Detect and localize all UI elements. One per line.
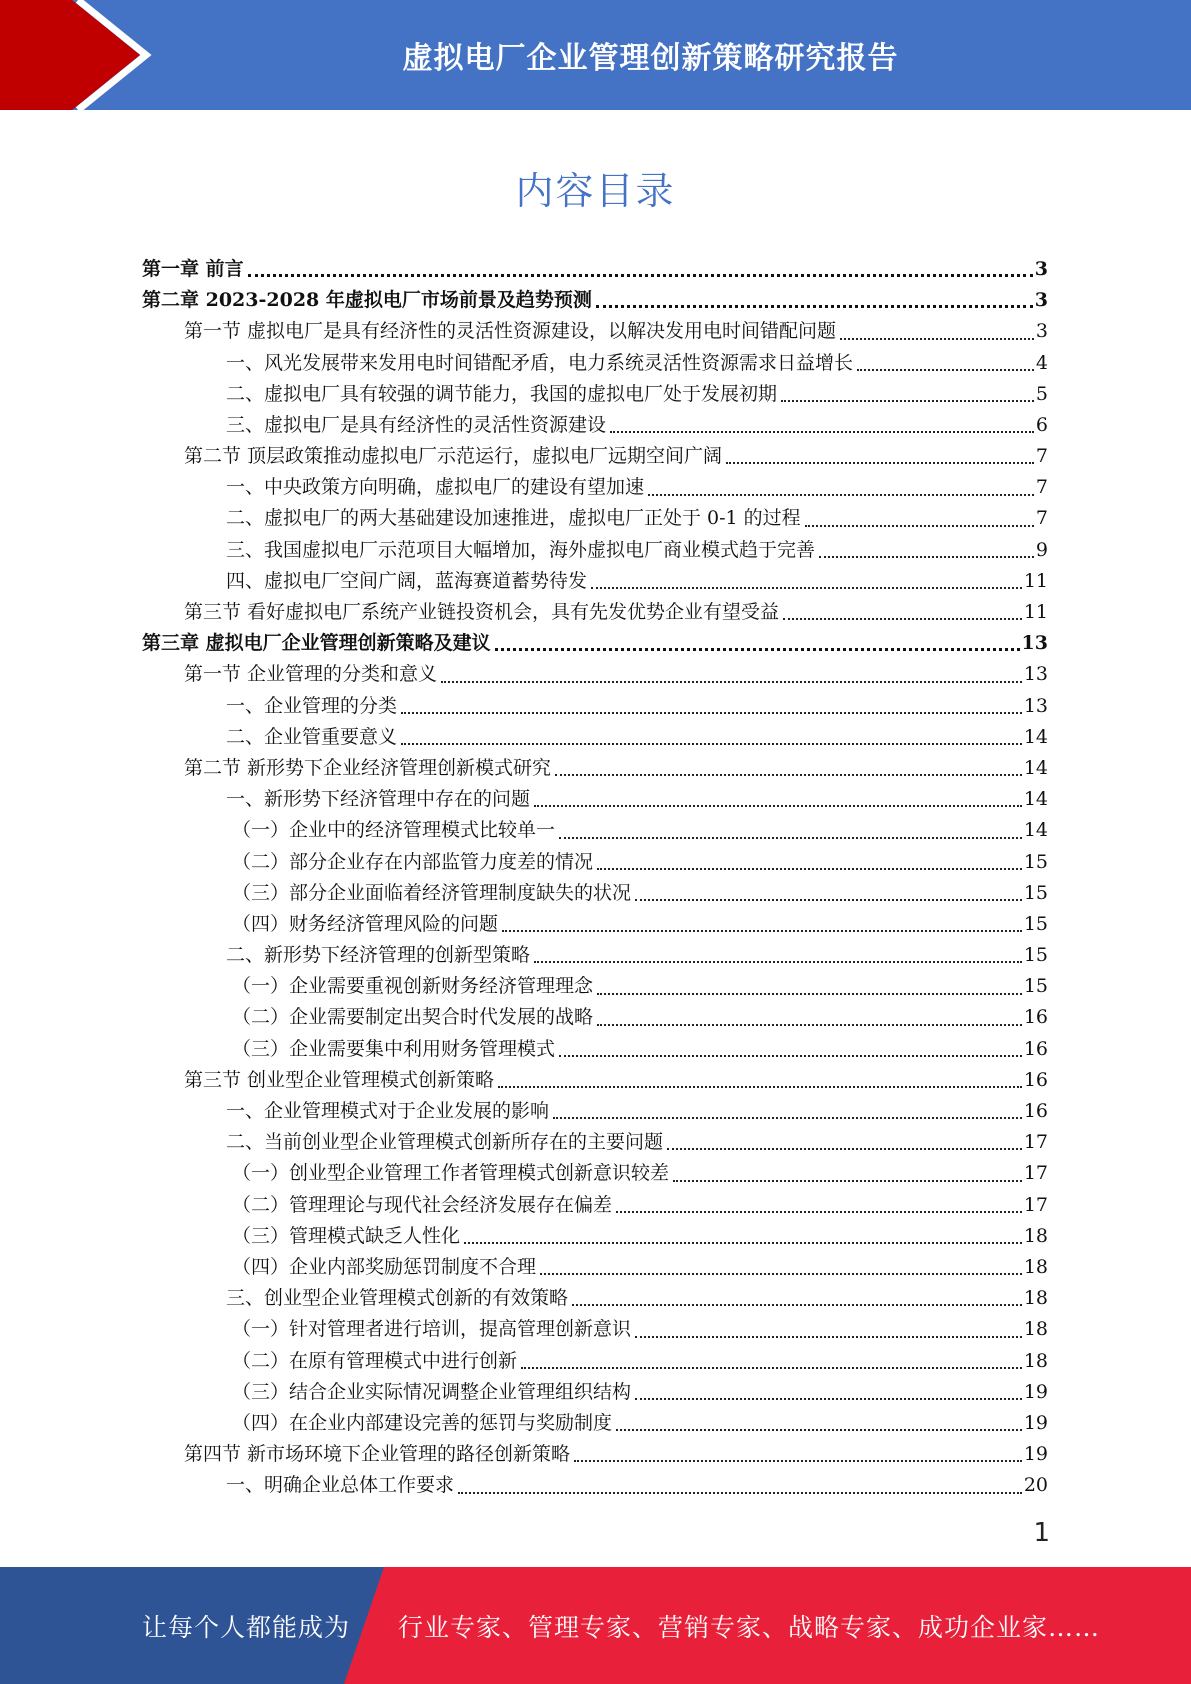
toc-entry-label: （一）企业需要重视创新财务经济管理理念: [232, 975, 594, 998]
toc-dot-leader: [559, 1055, 1022, 1057]
toc-dot-leader: [248, 274, 1033, 277]
toc-entry[interactable]: [142, 1314, 1048, 1345]
toc-entry-page: 17: [1023, 1193, 1048, 1216]
toc-dot-leader: [534, 805, 1022, 807]
toc-entry-label: （一）针对管理者进行培训，提高管理创新意识: [232, 1318, 632, 1341]
toc-entry-page: 19: [1023, 1380, 1048, 1403]
toc-entry[interactable]: [142, 1470, 1048, 1501]
toc-entry[interactable]: [142, 909, 1048, 940]
toc-entry-page: 14: [1023, 725, 1048, 748]
toc-entry-label: 第三章 虚拟电厂企业管理创新策略及建议: [142, 632, 491, 655]
toc-entry-label: 一、企业管理的分类: [226, 694, 398, 717]
toc-dot-leader: [559, 837, 1022, 839]
toc-dot-leader: [540, 1273, 1022, 1275]
toc-entry-label: （三）结合企业实际情况调整企业管理组织结构: [232, 1380, 632, 1403]
toc-dot-leader: [635, 899, 1022, 901]
toc-entry[interactable]: [142, 971, 1048, 1002]
toc-entry-page: 13: [1023, 663, 1048, 686]
toc-entry-page: 17: [1023, 1162, 1048, 1185]
toc-entry-page: 15: [1023, 912, 1048, 935]
toc-heading: 内容目录: [515, 169, 676, 213]
toc-entry-page: 16: [1023, 1100, 1048, 1123]
toc-dot-leader: [534, 961, 1022, 963]
toc-dot-leader: [441, 681, 1022, 683]
toc-dot-leader: [401, 743, 1022, 745]
toc-entry-page: 17: [1023, 1131, 1048, 1154]
toc-entry[interactable]: [142, 878, 1048, 909]
toc-entry-page: 19: [1023, 1411, 1048, 1434]
toc-entry-label: 三、虚拟电厂是具有经济性的灵活性资源建设: [226, 413, 607, 436]
toc-entry-label: （四）财务经济管理风险的问题: [232, 912, 499, 935]
toc-entry[interactable]: [142, 566, 1048, 597]
toc-entry[interactable]: [142, 441, 1048, 472]
toc-entry[interactable]: [142, 1408, 1048, 1439]
footer-slogan: 让每个人都能成为: [142, 1612, 351, 1642]
toc-dot-leader: [591, 587, 1022, 589]
toc-dot-leader: [596, 305, 1033, 308]
toc-entry[interactable]: [142, 504, 1048, 535]
toc-entry-label: 第四节 新市场环境下企业管理的路径创新策略: [184, 1443, 571, 1466]
toc-dot-leader: [616, 1211, 1022, 1213]
toc-dot-leader: [502, 930, 1022, 932]
toc-dot-leader: [521, 1367, 1022, 1369]
toc-entry-label: （三）企业需要集中利用财务管理模式: [232, 1037, 556, 1060]
toc-dot-leader: [667, 1148, 1022, 1150]
toc-entry-page: 15: [1023, 944, 1048, 967]
toc-entry[interactable]: [142, 285, 1048, 316]
toc-entry-page: 11: [1023, 601, 1048, 624]
toc-dot-leader: [781, 400, 1034, 402]
toc-entry[interactable]: [142, 597, 1048, 628]
toc-entry-label: 一、中央政策方向明确，虚拟电厂的建设有望加速: [226, 476, 645, 499]
toc-entry-label: 二、企业管重要意义: [226, 725, 398, 748]
toc-entry-label: 二、新形势下经济管理的创新型策略: [226, 944, 531, 967]
toc-entry[interactable]: [142, 1221, 1048, 1252]
toc-entry-page: 15: [1023, 975, 1048, 998]
header-red-chevron: [0, 0, 160, 110]
toc-entry[interactable]: [142, 1283, 1048, 1314]
toc-entry[interactable]: [142, 379, 1048, 410]
toc-dot-leader: [597, 993, 1022, 995]
toc-entry-page: 14: [1023, 756, 1048, 779]
toc-entry-page: 18: [1023, 1349, 1048, 1372]
toc-entry-label: （二）企业需要制定出契合时代发展的战略: [232, 1006, 594, 1029]
toc-entry-page: 20: [1023, 1474, 1048, 1497]
table-of-contents: [142, 254, 1048, 1502]
toc-entry[interactable]: [142, 1003, 1048, 1034]
toc-entry-page: 13: [1023, 694, 1048, 717]
toc-entry-label: （三）部分企业面临着经济管理制度缺失的状况: [232, 881, 632, 904]
toc-entry-label: （一）创业型企业管理工作者管理模式创新意识较差: [232, 1162, 670, 1185]
toc-dot-leader: [464, 1242, 1022, 1244]
toc-dot-leader: [673, 1180, 1022, 1182]
toc-dot-leader: [819, 556, 1034, 558]
toc-entry[interactable]: [142, 784, 1048, 815]
toc-entry-label: 一、明确企业总体工作要求: [226, 1474, 455, 1497]
toc-entry[interactable]: [142, 535, 1048, 566]
toc-entry-page: 5: [1035, 382, 1048, 405]
toc-entry-label: 三、创业型企业管理模式创新的有效策略: [226, 1287, 569, 1310]
toc-entry-label: 二、当前创业型企业管理模式创新所存在的主要问题: [226, 1131, 664, 1154]
toc-dot-leader: [805, 525, 1034, 527]
toc-entry[interactable]: [142, 1034, 1048, 1065]
toc-entry-label: 一、风光发展带来发用电时间错配矛盾，电力系统灵活性资源需求日益增长: [226, 351, 854, 374]
toc-entry[interactable]: [142, 940, 1048, 971]
toc-entry-label: 第三节 看好虚拟电厂系统产业链投资机会，具有先发优势企业有望受益: [184, 601, 780, 624]
toc-dot-leader: [726, 462, 1034, 464]
toc-entry[interactable]: [142, 1190, 1048, 1221]
toc-entry-page: 18: [1023, 1224, 1048, 1247]
toc-entry-page: 19: [1023, 1443, 1048, 1466]
toc-entry-label: 第二章 2023-2028 年虚拟电厂市场前景及趋势预测: [142, 289, 592, 312]
toc-entry-page: 18: [1023, 1287, 1048, 1310]
toc-entry[interactable]: [142, 659, 1048, 690]
toc-entry-label: 四、虚拟电厂空间广阔，蓝海赛道蓄势待发: [226, 569, 588, 592]
toc-entry-page: 3: [1035, 320, 1048, 343]
toc-entry-page: 3: [1034, 289, 1048, 312]
toc-entry[interactable]: [142, 1346, 1048, 1377]
toc-entry[interactable]: [142, 628, 1048, 659]
toc-entry[interactable]: [142, 1439, 1048, 1470]
toc-entry-page: 11: [1023, 569, 1048, 592]
toc-dot-leader: [555, 774, 1022, 776]
toc-entry-label: 二、虚拟电厂具有较强的调节能力，我国的虚拟电厂处于发展初期: [226, 382, 778, 405]
toc-entry[interactable]: [142, 722, 1048, 753]
toc-entry-page: 18: [1023, 1318, 1048, 1341]
toc-entry[interactable]: [142, 472, 1048, 503]
toc-dot-leader: [458, 1492, 1022, 1494]
toc-entry-page: 15: [1023, 881, 1048, 904]
toc-dot-leader: [648, 494, 1034, 496]
footer-tagline: 行业专家、管理专家、营销专家、战略专家、成功企业家……: [398, 1612, 1101, 1642]
toc-dot-leader: [857, 369, 1034, 371]
toc-entry-label: 第二节 顶层政策推动虚拟电厂示范运行，虚拟电厂远期空间广阔: [184, 445, 723, 468]
toc-entry[interactable]: [142, 691, 1048, 722]
toc-entry-page: 6: [1035, 413, 1048, 436]
toc-entry[interactable]: [142, 348, 1048, 379]
toc-entry-label: 第一节 企业管理的分类和意义: [184, 663, 438, 686]
toc-entry[interactable]: [142, 753, 1048, 784]
toc-dot-leader: [498, 1086, 1022, 1088]
toc-entry[interactable]: [142, 1252, 1048, 1283]
toc-entry-page: 9: [1035, 538, 1048, 561]
toc-dot-leader: [840, 338, 1034, 340]
toc-entry[interactable]: [142, 1065, 1048, 1096]
toc-entry-page: 16: [1023, 1006, 1048, 1029]
footer-banner: [0, 1567, 1191, 1684]
toc-entry[interactable]: [142, 815, 1048, 846]
header-banner: [0, 0, 1191, 110]
toc-dot-leader: [495, 648, 1020, 651]
toc-dot-leader: [610, 431, 1034, 433]
toc-dot-leader: [616, 1429, 1022, 1431]
toc-entry-page: 14: [1023, 788, 1048, 811]
toc-entry-page: 16: [1023, 1068, 1048, 1091]
toc-entry-page: 18: [1023, 1255, 1048, 1278]
toc-entry-page: 4: [1035, 351, 1048, 374]
toc-entry-page: 7: [1035, 507, 1048, 530]
toc-entry-page: 15: [1023, 850, 1048, 873]
toc-entry[interactable]: [142, 1158, 1048, 1189]
toc-entry-label: （四）在企业内部建设完善的惩罚与奖励制度: [232, 1411, 613, 1434]
toc-dot-leader: [574, 1460, 1022, 1462]
toc-dot-leader: [597, 868, 1022, 870]
toc-entry-label: （二）在原有管理模式中进行创新: [232, 1349, 518, 1372]
toc-entry-label: 第三节 创业型企业管理模式创新策略: [184, 1068, 495, 1091]
toc-entry-label: 三、我国虚拟电厂示范项目大幅增加，海外虚拟电厂商业模式趋于完善: [226, 538, 816, 561]
toc-entry-label: （二）管理理论与现代社会经济发展存在偏差: [232, 1193, 613, 1216]
page-number: 1: [1033, 1518, 1050, 1548]
toc-entry-page: 14: [1023, 819, 1048, 842]
toc-entry[interactable]: [142, 1096, 1048, 1127]
toc-entry-label: 二、虚拟电厂的两大基础建设加速推进，虚拟电厂正处于 0-1 的过程: [226, 507, 801, 530]
toc-entry-label: （三）管理模式缺乏人性化: [232, 1224, 461, 1247]
toc-entry[interactable]: [142, 1127, 1048, 1158]
toc-dot-leader: [783, 618, 1022, 620]
toc-entry-page: 16: [1023, 1037, 1048, 1060]
toc-entry-label: 一、企业管理模式对于企业发展的影响: [226, 1100, 550, 1123]
toc-dot-leader: [635, 1336, 1022, 1338]
toc-entry-page: 3: [1034, 257, 1048, 280]
toc-entry-label: （四）企业内部奖励惩罚制度不合理: [232, 1255, 537, 1278]
toc-entry-label: （一）企业中的经济管理模式比较单一: [232, 819, 556, 842]
toc-dot-leader: [597, 1024, 1022, 1026]
toc-entry[interactable]: [142, 254, 1048, 285]
toc-entry-label: 第一节 虚拟电厂是具有经济性的灵活性资源建设，以解决发用电时间错配问题: [184, 320, 837, 343]
toc-entry[interactable]: [142, 847, 1048, 878]
toc-dot-leader: [401, 712, 1022, 714]
toc-dot-leader: [635, 1398, 1022, 1400]
toc-entry[interactable]: [142, 1377, 1048, 1408]
toc-entry-page: 13: [1021, 632, 1048, 655]
toc-entry-page: 7: [1035, 445, 1048, 468]
toc-entry-label: 第二节 新形势下企业经济管理创新模式研究: [184, 756, 552, 779]
toc-dot-leader: [553, 1117, 1022, 1119]
report-title: 虚拟电厂企业管理创新策略研究报告: [402, 41, 899, 76]
toc-entry-label: 一、新形势下经济管理中存在的问题: [226, 788, 531, 811]
toc-entry-label: （二）部分企业存在内部监管力度差的情况: [232, 850, 594, 873]
toc-entry[interactable]: [142, 316, 1048, 347]
toc-entry-label: 第一章 前言: [142, 257, 244, 280]
toc-entry-page: 7: [1035, 476, 1048, 499]
toc-dot-leader: [572, 1304, 1022, 1306]
toc-entry[interactable]: [142, 410, 1048, 441]
